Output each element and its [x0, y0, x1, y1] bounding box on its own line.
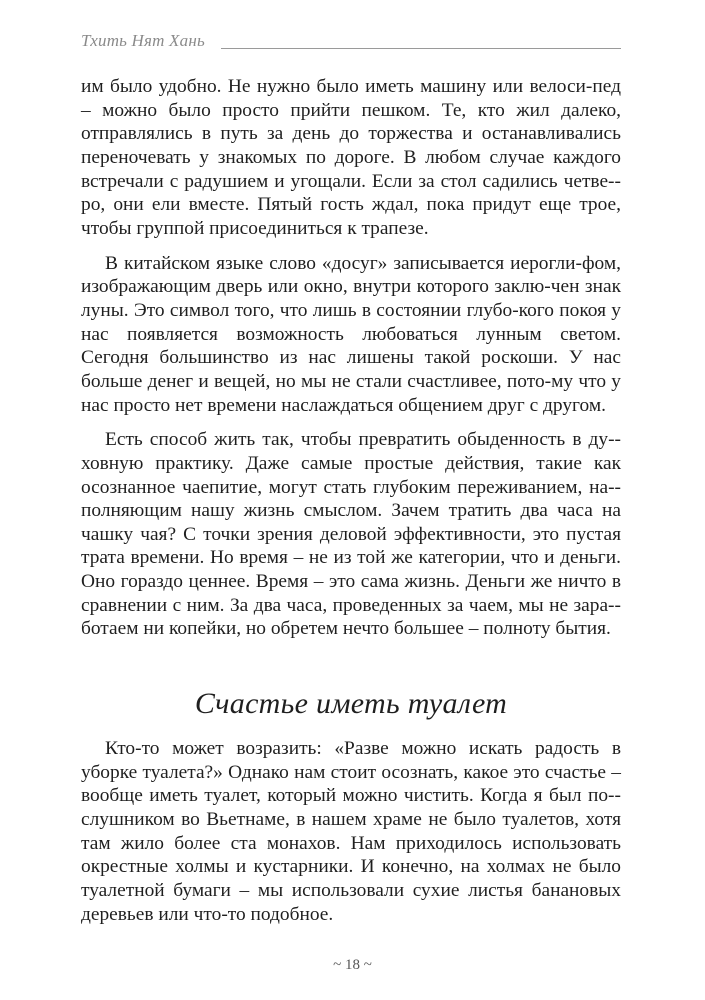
section-body — [81, 737, 621, 926]
section-paragraph: Кто-то может возразить: «Разве можно искать радость в уборке туалета?» Однако нам стоит осознать, какое это счастье – вообще иметь туалет, который можно чистить. Когда я был по-слушником во Вьетнаме, в нашем храме не было туалетов, хотя там жило более ста монахов. Нам приходилось использовать окрестные холмы и кустарники. И конечно, на холмах не было туалетной бумаги – мы использовали сухие листья банановых деревьев или что-то подобное. — [81, 738, 621, 925]
body-paragraph: им было удобно. Не нужно было иметь машину или велоси-пед – можно было просто прийти пешком. Те, кто жил далеко, отправлялись в путь за день до торжества и останавливались переночевать у знакомых по дороге. В любом случае каждого встречали с радушием и угощали. Если за стол садились четве-ро, они ели вместе. Пятый гость ждал, пока придут еще трое, чтобы группой присоединиться к трапезе. — [81, 76, 621, 239]
header-rule — [221, 48, 621, 49]
body-paragraph: В китайском языке слово «досуг» записывается иерогли-фом, изображающим дверь или окно, внутри которого заклю-чен знак луны. Это символ того, что лишь в состоянии глубо-кого покоя у нас появляется возможность любоваться лунным светом. Сегодня большинство из нас лишены такой роскоши. У нас больше денег и вещей, но мы не стали счастливее, пото-му что у нас просто нет времени наслаждаться общением друг с другом. — [81, 252, 621, 416]
page-number: ~ 18 ~ — [333, 957, 372, 973]
running-header — [81, 31, 621, 53]
section-heading: Счастье иметь туалет — [194, 687, 508, 720]
body-paragraph: Есть способ жить так, чтобы превратить обыденность в ду-ховную практику. Даже самые простые действия, такие как осознанное чаепитие, могут стать глубоким переживанием, на-полняющим нашу жизнь смыслом. Зачем тратить два часа на чашку чая? С точки зрения деловой эффективности, это пустая трата времени. Но время – не из той же категории, что и деньги. Оно гораздо ценнее. Время – это сама жизнь. Деньги же ничто в сравнении с ним. За два часа, проведенных за чаем, мы не зара-ботаем ни копейки, но обретем нечто большее – полноту бытия. — [81, 429, 621, 640]
running-header-author: Тхить Нят Хань — [81, 31, 205, 50]
page-body — [81, 75, 621, 641]
